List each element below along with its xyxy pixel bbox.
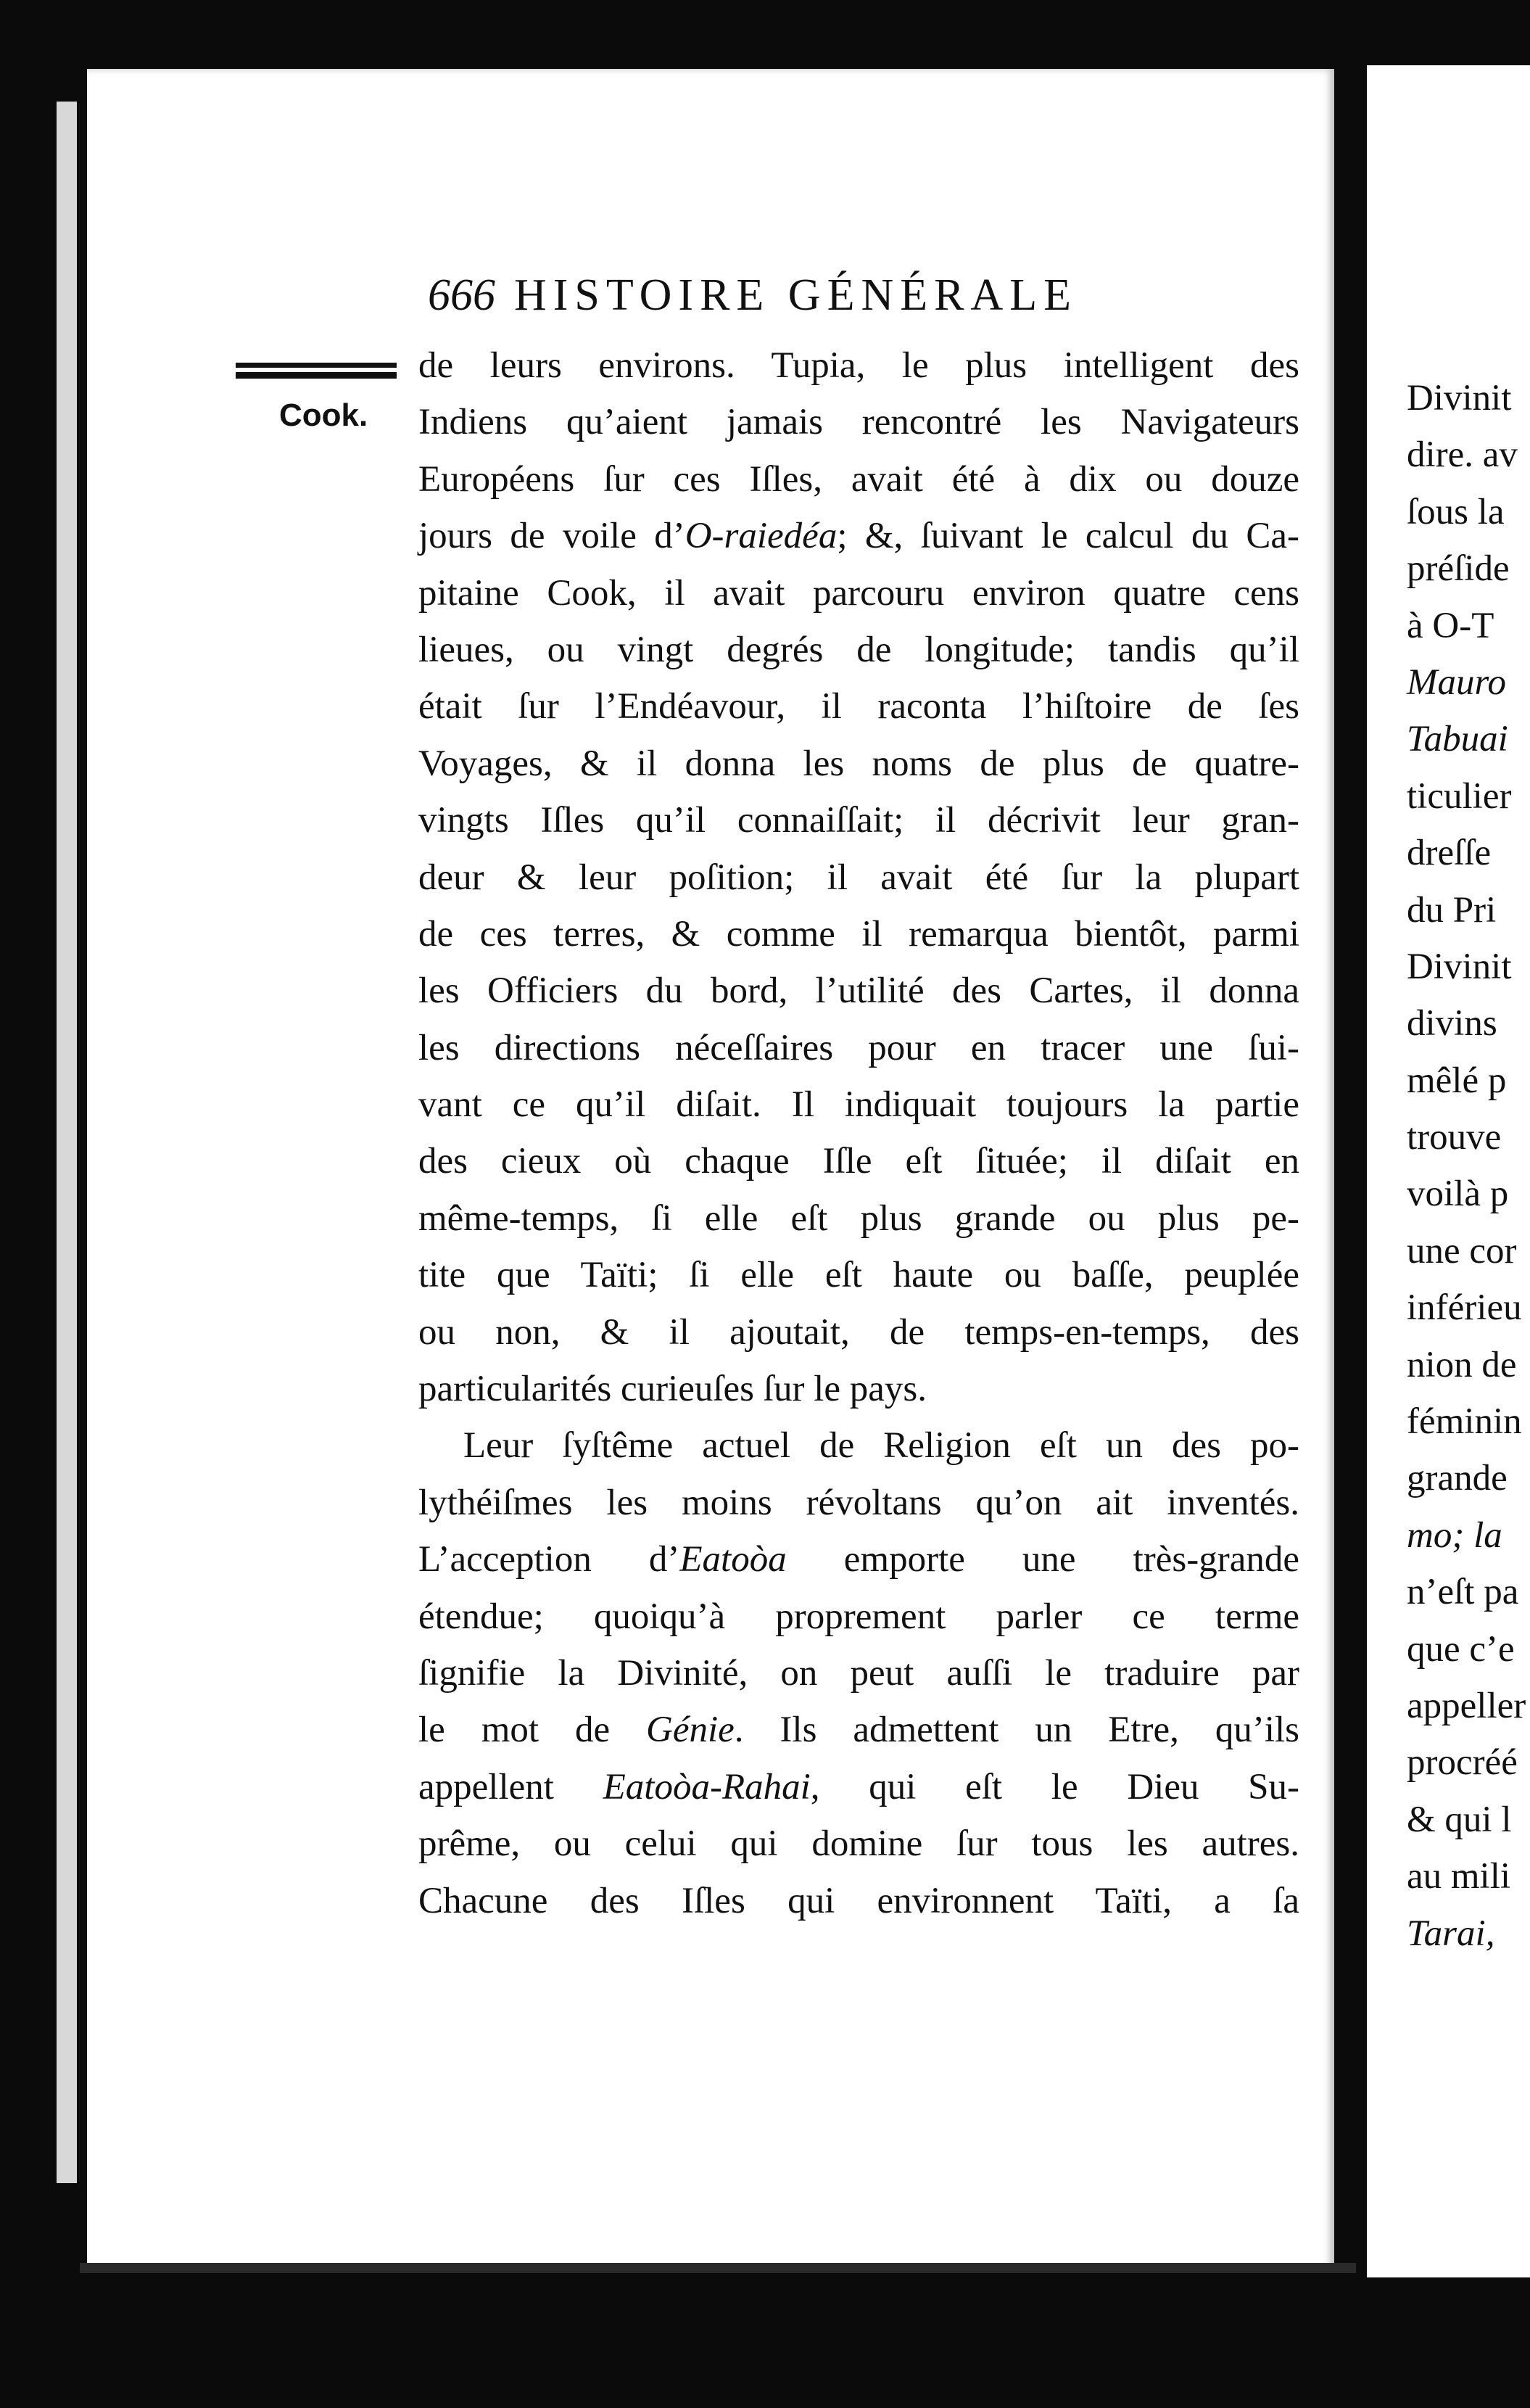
right-line: Divinit [1407, 378, 1512, 418]
text-line: les Officiers du bord, l’utilité des Cartes, il donna [418, 970, 1299, 1012]
right-line: une cor [1407, 1230, 1517, 1271]
text-line: les directions néceſſaires pour en tracer une ſui- [418, 1027, 1299, 1068]
right-line: trouve [1407, 1117, 1502, 1158]
text-line: de leurs environs. Tupia, le plus intelligent des [418, 345, 1299, 386]
text-line: Leur ſyſtême actuel de Religion eſt un des po- [463, 1425, 1299, 1467]
right-line: dire. av [1407, 434, 1518, 476]
text-line: vingts Iſles qu’il connaiſſait; il décrivit leur gran- [418, 800, 1299, 841]
running-head [428, 270, 1078, 321]
right-line: féminin [1407, 1401, 1522, 1443]
right-line: Mauro [1407, 661, 1506, 703]
text-line: appellent Eatoòa-Rahai, qui eſt le Dieu Su- [418, 1766, 1300, 1807]
page-bottom-edge [80, 2263, 1356, 2273]
text-line: des cieux où chaque Iſle eſt ſituée; il diſait en [418, 1141, 1299, 1182]
right-line: que c’e [1407, 1628, 1515, 1670]
text-line: de ces terres, & comme il remarqua bientôt, parmi [418, 913, 1299, 954]
right-line: à O-T [1407, 605, 1494, 646]
right-line: divins [1407, 1003, 1497, 1044]
right-line: mêlé p [1407, 1060, 1507, 1101]
right-line: grande [1407, 1458, 1508, 1499]
left-binding-strip [57, 102, 77, 2183]
text-line: Chacune des Iſles qui environnent Taïti, a ſa [418, 1880, 1299, 1921]
text-line: Européens ſur ces Iſles, avait été à dix ou douze [418, 458, 1299, 500]
text-line: tite que Taïti; ſi elle eſt haute ou baſſe, peuplée [418, 1255, 1299, 1296]
right-line: voilà p [1407, 1174, 1509, 1215]
right-line: ticulier [1407, 775, 1512, 817]
page-number: 666 [428, 271, 495, 320]
right-line: n’eſt pa [1407, 1572, 1519, 1613]
body-text [418, 337, 1299, 1929]
text-line: Voyages, & il donna les noms de plus de quatre- [418, 743, 1299, 784]
right-page-text [1367, 370, 1530, 1962]
text-line: ſignifie la Divinité, on peut auſſi le traduire par [418, 1652, 1299, 1694]
right-line: Divinit [1407, 946, 1512, 987]
right-page-fragment [1367, 65, 1530, 2277]
text-line: étendue; quoiqu’à proprement parler ce terme [418, 1596, 1299, 1637]
right-line: ſous la [1407, 491, 1505, 532]
text-line: le mot de Génie. Ils admettent un Etre, qu’ils [418, 1710, 1300, 1751]
right-line: mo; la [1407, 1514, 1502, 1556]
right-line: du Pri [1407, 889, 1497, 931]
right-line: nion de [1407, 1344, 1517, 1385]
text-line: pitaine Cook, il avait parcouru environ quatre cens [418, 572, 1299, 614]
text-line: deur & leur poſition; il avait été ſur la plupart [418, 857, 1299, 898]
running-title: HISTOIRE GÉNÉRALE [514, 271, 1078, 320]
text-line: lieues, ou vingt degrés de longitude; tandis qu’il [418, 629, 1299, 670]
right-line: au mili [1407, 1856, 1511, 1897]
text-line: lythéiſmes les moins révoltans qu’on ait inventés. [418, 1482, 1299, 1523]
right-line: inférieu [1407, 1287, 1522, 1329]
right-line: Tabuai [1407, 719, 1508, 760]
text-line: jours de voile d’O-raiedéa; &, ſuivant le calcul du Ca- [418, 516, 1299, 557]
margin-rule-bottom [236, 372, 397, 379]
text-line: vant ce qu’il diſait. Il indiquait toujours la partie [418, 1084, 1299, 1126]
text-line: était ſur l’Endéavour, il raconta l’hiſtoire de ſes [418, 686, 1299, 727]
right-line: dreſſe [1407, 833, 1492, 874]
text-line: L’acception d’Eatoòa emporte une très-grande [418, 1539, 1300, 1580]
right-line: & qui l [1407, 1799, 1512, 1840]
right-line: appeller [1407, 1685, 1526, 1726]
text-line: même-temps, ſi elle eſt plus grande ou plus pe- [418, 1197, 1299, 1239]
right-line: préſide [1407, 548, 1510, 590]
margin-note: Cook. [279, 397, 368, 433]
text-line: ou non, & il ajoutait, de temps-en-temps, des [418, 1311, 1299, 1353]
book-gutter [1336, 58, 1365, 2277]
margin-rule-top [236, 363, 397, 368]
right-line: Tarai, [1407, 1913, 1495, 1954]
text-line: prême, ou celui qui domine ſur tous les autres. [418, 1823, 1299, 1865]
text-line: particularités curieuſes ſur le pays. [418, 1369, 927, 1410]
right-line: procréé [1407, 1742, 1518, 1784]
text-line: Indiens qu’aient jamais rencontré les Navigateurs [418, 402, 1299, 443]
